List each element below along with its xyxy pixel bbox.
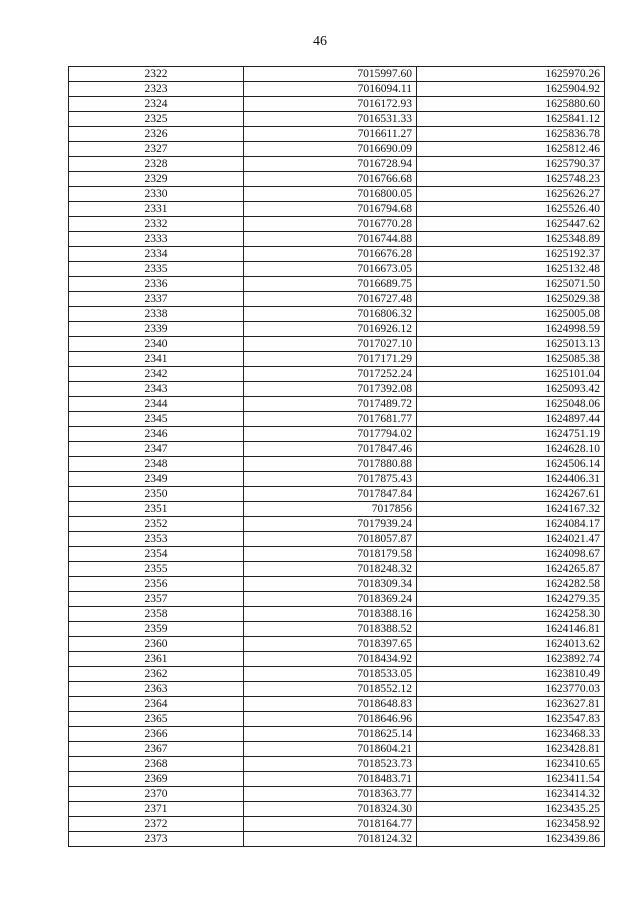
point-number-cell: 2339	[69, 322, 244, 337]
table-row	[69, 802, 605, 817]
x-coordinate-cell: 7016766.68	[244, 172, 417, 187]
y-coordinate-cell: 1623410.65	[417, 757, 605, 772]
y-coordinate-cell: 1623435.25	[417, 802, 605, 817]
x-coordinate-cell: 7017939.24	[244, 517, 417, 532]
x-coordinate-cell: 7016794.68	[244, 202, 417, 217]
y-coordinate-cell: 1623627.81	[417, 697, 605, 712]
y-coordinate-cell: 1625812.46	[417, 142, 605, 157]
x-coordinate-cell: 7018434.92	[244, 652, 417, 667]
y-coordinate-cell: 1625101.04	[417, 367, 605, 382]
table-row	[69, 187, 605, 202]
point-number-cell: 2335	[69, 262, 244, 277]
table-row	[69, 232, 605, 247]
table-row	[69, 322, 605, 337]
y-coordinate-cell: 1624098.67	[417, 547, 605, 562]
y-coordinate-cell: 1625904.92	[417, 82, 605, 97]
y-coordinate-cell: 1625005.08	[417, 307, 605, 322]
table-row	[69, 292, 605, 307]
table-row	[69, 127, 605, 142]
y-coordinate-cell: 1624146.81	[417, 622, 605, 637]
table-row	[69, 142, 605, 157]
y-coordinate-cell: 1625085.38	[417, 352, 605, 367]
y-coordinate-cell: 1624084.17	[417, 517, 605, 532]
coordinates-table	[68, 66, 605, 847]
point-number-cell: 2333	[69, 232, 244, 247]
y-coordinate-cell: 1625526.40	[417, 202, 605, 217]
point-number-cell: 2357	[69, 592, 244, 607]
x-coordinate-cell: 7016770.28	[244, 217, 417, 232]
x-coordinate-cell: 7018309.34	[244, 577, 417, 592]
table-row	[69, 772, 605, 787]
x-coordinate-cell: 7018625.14	[244, 727, 417, 742]
point-number-cell: 2332	[69, 217, 244, 232]
y-coordinate-cell: 1624751.19	[417, 427, 605, 442]
table-row	[69, 247, 605, 262]
x-coordinate-cell: 7016611.27	[244, 127, 417, 142]
y-coordinate-cell: 1624267.61	[417, 487, 605, 502]
x-coordinate-cell: 7018523.73	[244, 757, 417, 772]
point-number-cell: 2362	[69, 667, 244, 682]
point-number-cell: 2340	[69, 337, 244, 352]
table-row	[69, 727, 605, 742]
y-coordinate-cell: 1624258.30	[417, 607, 605, 622]
x-coordinate-cell: 7018533.05	[244, 667, 417, 682]
x-coordinate-cell: 7016172.93	[244, 97, 417, 112]
point-number-cell: 2360	[69, 637, 244, 652]
table-row	[69, 682, 605, 697]
point-number-cell: 2336	[69, 277, 244, 292]
y-coordinate-cell: 1624021.47	[417, 532, 605, 547]
point-number-cell: 2370	[69, 787, 244, 802]
table-row	[69, 82, 605, 97]
y-coordinate-cell: 1625790.37	[417, 157, 605, 172]
table-row	[69, 637, 605, 652]
table-row	[69, 697, 605, 712]
point-number-cell: 2347	[69, 442, 244, 457]
y-coordinate-cell: 1625626.27	[417, 187, 605, 202]
table-row	[69, 787, 605, 802]
x-coordinate-cell: 7017392.08	[244, 382, 417, 397]
table-row	[69, 832, 605, 847]
point-number-cell: 2350	[69, 487, 244, 502]
point-number-cell: 2329	[69, 172, 244, 187]
x-coordinate-cell: 7016689.75	[244, 277, 417, 292]
x-coordinate-cell: 7017856	[244, 502, 417, 517]
table-row	[69, 502, 605, 517]
point-number-cell: 2334	[69, 247, 244, 262]
y-coordinate-cell: 1624506.14	[417, 457, 605, 472]
x-coordinate-cell: 7018179.58	[244, 547, 417, 562]
point-number-cell: 2367	[69, 742, 244, 757]
x-coordinate-cell: 7016531.33	[244, 112, 417, 127]
y-coordinate-cell: 1625970.26	[417, 67, 605, 82]
x-coordinate-cell: 7017880.88	[244, 457, 417, 472]
table-row	[69, 277, 605, 292]
table-row	[69, 517, 605, 532]
x-coordinate-cell: 7018248.32	[244, 562, 417, 577]
y-coordinate-cell: 1625013.13	[417, 337, 605, 352]
y-coordinate-cell: 1625029.38	[417, 292, 605, 307]
point-number-cell: 2324	[69, 97, 244, 112]
y-coordinate-cell: 1624628.10	[417, 442, 605, 457]
x-coordinate-cell: 7017252.24	[244, 367, 417, 382]
point-number-cell: 2342	[69, 367, 244, 382]
x-coordinate-cell: 7018363.77	[244, 787, 417, 802]
point-number-cell: 2363	[69, 682, 244, 697]
x-coordinate-cell: 7018397.65	[244, 637, 417, 652]
point-number-cell: 2364	[69, 697, 244, 712]
coordinates-table-body	[69, 67, 605, 847]
point-number-cell: 2346	[69, 427, 244, 442]
y-coordinate-cell: 1625192.37	[417, 247, 605, 262]
point-number-cell: 2361	[69, 652, 244, 667]
table-row	[69, 457, 605, 472]
y-coordinate-cell: 1624279.35	[417, 592, 605, 607]
point-number-cell: 2322	[69, 67, 244, 82]
x-coordinate-cell: 7016744.88	[244, 232, 417, 247]
y-coordinate-cell: 1623414.32	[417, 787, 605, 802]
x-coordinate-cell: 7018648.83	[244, 697, 417, 712]
table-row	[69, 67, 605, 82]
point-number-cell: 2343	[69, 382, 244, 397]
point-number-cell: 2372	[69, 817, 244, 832]
point-number-cell: 2330	[69, 187, 244, 202]
y-coordinate-cell: 1623458.92	[417, 817, 605, 832]
table-row	[69, 382, 605, 397]
y-coordinate-cell: 1623468.33	[417, 727, 605, 742]
x-coordinate-cell: 7015997.60	[244, 67, 417, 82]
point-number-cell: 2368	[69, 757, 244, 772]
y-coordinate-cell: 1624406.31	[417, 472, 605, 487]
table-row	[69, 97, 605, 112]
x-coordinate-cell: 7017847.84	[244, 487, 417, 502]
point-number-cell: 2341	[69, 352, 244, 367]
y-coordinate-cell: 1623547.83	[417, 712, 605, 727]
table-row	[69, 157, 605, 172]
x-coordinate-cell: 7017489.72	[244, 397, 417, 412]
x-coordinate-cell: 7017027.10	[244, 337, 417, 352]
table-row	[69, 532, 605, 547]
point-number-cell: 2349	[69, 472, 244, 487]
x-coordinate-cell: 7018388.16	[244, 607, 417, 622]
x-coordinate-cell: 7018324.30	[244, 802, 417, 817]
point-number-cell: 2351	[69, 502, 244, 517]
table-row	[69, 202, 605, 217]
table-row	[69, 397, 605, 412]
x-coordinate-cell: 7016728.94	[244, 157, 417, 172]
point-number-cell: 2345	[69, 412, 244, 427]
table-row	[69, 742, 605, 757]
x-coordinate-cell: 7017847.46	[244, 442, 417, 457]
x-coordinate-cell: 7016094.11	[244, 82, 417, 97]
table-row	[69, 757, 605, 772]
x-coordinate-cell: 7018057.87	[244, 532, 417, 547]
y-coordinate-cell: 1625093.42	[417, 382, 605, 397]
y-coordinate-cell: 1625748.23	[417, 172, 605, 187]
point-number-cell: 2358	[69, 607, 244, 622]
table-row	[69, 547, 605, 562]
x-coordinate-cell: 7018164.77	[244, 817, 417, 832]
table-row	[69, 217, 605, 232]
table-row	[69, 307, 605, 322]
x-coordinate-cell: 7018646.96	[244, 712, 417, 727]
table-row	[69, 622, 605, 637]
x-coordinate-cell: 7017794.02	[244, 427, 417, 442]
point-number-cell: 2327	[69, 142, 244, 157]
y-coordinate-cell: 1624013.62	[417, 637, 605, 652]
table-row	[69, 412, 605, 427]
y-coordinate-cell: 1625841.12	[417, 112, 605, 127]
y-coordinate-cell: 1625071.50	[417, 277, 605, 292]
x-coordinate-cell: 7018388.52	[244, 622, 417, 637]
x-coordinate-cell: 7016926.12	[244, 322, 417, 337]
y-coordinate-cell: 1623411.54	[417, 772, 605, 787]
y-coordinate-cell: 1624167.32	[417, 502, 605, 517]
y-coordinate-cell: 1625132.48	[417, 262, 605, 277]
y-coordinate-cell: 1623439.86	[417, 832, 605, 847]
table-row	[69, 337, 605, 352]
point-number-cell: 2366	[69, 727, 244, 742]
x-coordinate-cell: 7017171.29	[244, 352, 417, 367]
point-number-cell: 2337	[69, 292, 244, 307]
x-coordinate-cell: 7016727.48	[244, 292, 417, 307]
point-number-cell: 2338	[69, 307, 244, 322]
x-coordinate-cell: 7017681.77	[244, 412, 417, 427]
point-number-cell: 2369	[69, 772, 244, 787]
table-row	[69, 607, 605, 622]
point-number-cell: 2353	[69, 532, 244, 547]
point-number-cell: 2323	[69, 82, 244, 97]
x-coordinate-cell: 7018369.24	[244, 592, 417, 607]
x-coordinate-cell: 7016806.32	[244, 307, 417, 322]
page-number: 46	[313, 34, 327, 49]
y-coordinate-cell: 1624265.87	[417, 562, 605, 577]
table-row	[69, 592, 605, 607]
y-coordinate-cell: 1625048.06	[417, 397, 605, 412]
point-number-cell: 2365	[69, 712, 244, 727]
y-coordinate-cell: 1623770.03	[417, 682, 605, 697]
table-row	[69, 667, 605, 682]
point-number-cell: 2352	[69, 517, 244, 532]
point-number-cell: 2326	[69, 127, 244, 142]
x-coordinate-cell: 7017875.43	[244, 472, 417, 487]
point-number-cell: 2373	[69, 832, 244, 847]
point-number-cell: 2328	[69, 157, 244, 172]
table-row	[69, 577, 605, 592]
table-row	[69, 487, 605, 502]
x-coordinate-cell: 7018483.71	[244, 772, 417, 787]
table-row	[69, 442, 605, 457]
point-number-cell: 2348	[69, 457, 244, 472]
x-coordinate-cell: 7018552.12	[244, 682, 417, 697]
x-coordinate-cell: 7016800.05	[244, 187, 417, 202]
point-number-cell: 2354	[69, 547, 244, 562]
y-coordinate-cell: 1623428.81	[417, 742, 605, 757]
table-row	[69, 712, 605, 727]
x-coordinate-cell: 7016673.05	[244, 262, 417, 277]
table-row	[69, 172, 605, 187]
x-coordinate-cell: 7018604.21	[244, 742, 417, 757]
y-coordinate-cell: 1624282.58	[417, 577, 605, 592]
y-coordinate-cell: 1625447.62	[417, 217, 605, 232]
table-row	[69, 262, 605, 277]
point-number-cell: 2356	[69, 577, 244, 592]
point-number-cell: 2344	[69, 397, 244, 412]
point-number-cell: 2355	[69, 562, 244, 577]
point-number-cell: 2331	[69, 202, 244, 217]
table-row	[69, 817, 605, 832]
table-row	[69, 427, 605, 442]
y-coordinate-cell: 1623810.49	[417, 667, 605, 682]
y-coordinate-cell: 1624897.44	[417, 412, 605, 427]
point-number-cell: 2359	[69, 622, 244, 637]
point-number-cell: 2371	[69, 802, 244, 817]
y-coordinate-cell: 1624998.59	[417, 322, 605, 337]
table-row	[69, 562, 605, 577]
point-number-cell: 2325	[69, 112, 244, 127]
table-row	[69, 652, 605, 667]
table-row	[69, 367, 605, 382]
x-coordinate-cell: 7016690.09	[244, 142, 417, 157]
x-coordinate-cell: 7016676.28	[244, 247, 417, 262]
y-coordinate-cell: 1625880.60	[417, 97, 605, 112]
table-row	[69, 472, 605, 487]
y-coordinate-cell: 1623892.74	[417, 652, 605, 667]
y-coordinate-cell: 1625836.78	[417, 127, 605, 142]
table-row	[69, 352, 605, 367]
y-coordinate-cell: 1625348.89	[417, 232, 605, 247]
x-coordinate-cell: 7018124.32	[244, 832, 417, 847]
table-row	[69, 112, 605, 127]
